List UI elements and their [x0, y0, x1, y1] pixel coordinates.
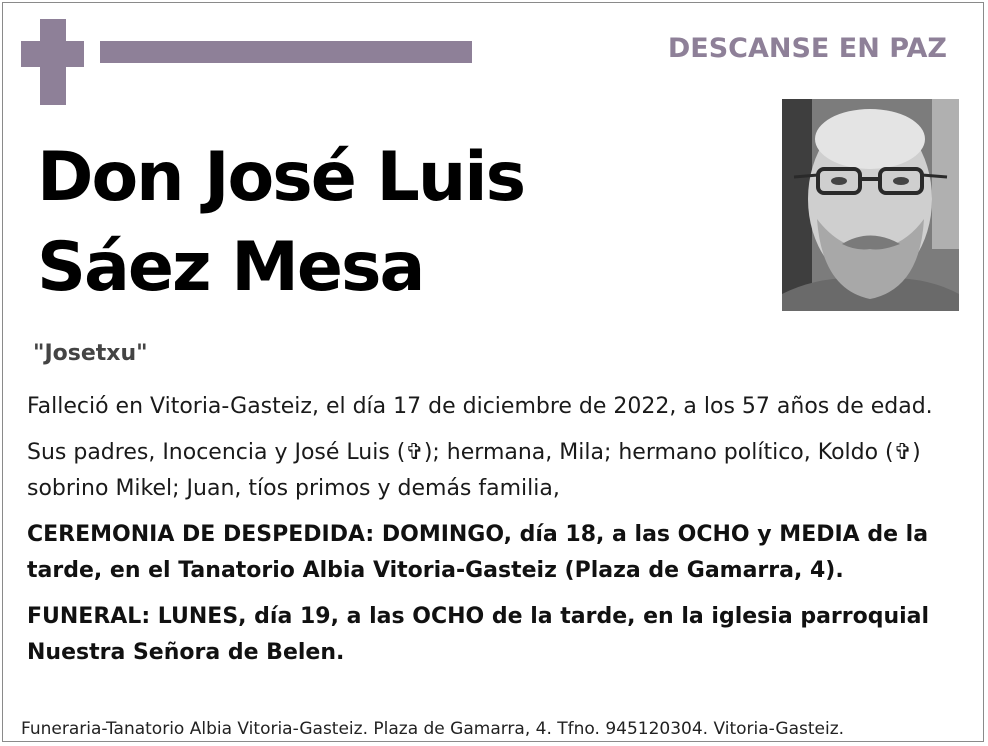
nickname: "Josetxu"	[33, 341, 148, 366]
ceremony-info: CEREMONIA DE DESPEDIDA: DOMINGO, día 18, a las OCHO y MEDIA de la tarde, en el Tanatorio Albia Vitoria-Gasteiz (Plaza de Gamarra, 4).	[27, 522, 929, 583]
obituary-card	[2, 2, 984, 742]
cross-icon-arm	[21, 41, 84, 67]
name-line-2: Sáez Mesa	[37, 228, 424, 307]
death-announcement: Falleció en Vitoria-Gasteiz, el día 17 de diciembre de 2022, a los 57 años de edad.	[27, 394, 933, 419]
obituary-text	[27, 389, 947, 681]
funeral-home-footer: Funeraria-Tanatorio Albia Vitoria-Gasteiz. Plaza de Gamarra, 4. Tfno. 945120304. Vitoria-Gasteiz.	[21, 719, 845, 739]
header-bar	[100, 41, 472, 63]
deceased-name	[37, 133, 524, 313]
name-line-1: Don José Luis	[37, 138, 525, 217]
portrait-image	[782, 99, 959, 311]
portrait-photo	[782, 99, 959, 311]
family-list: Sus padres, Inocencia y José Luis (✞); hermana, Mila; hermano político, Koldo (✞) sobrino Mikel; Juan, tíos primos y demás familia,	[27, 440, 921, 501]
descanse-en-paz: DESCANSE EN PAZ	[667, 33, 947, 64]
funeral-info: FUNERAL: LUNES, día 19, a las OCHO de la tarde, en la iglesia parroquial Nuestra Señora de Belen.	[27, 604, 930, 665]
